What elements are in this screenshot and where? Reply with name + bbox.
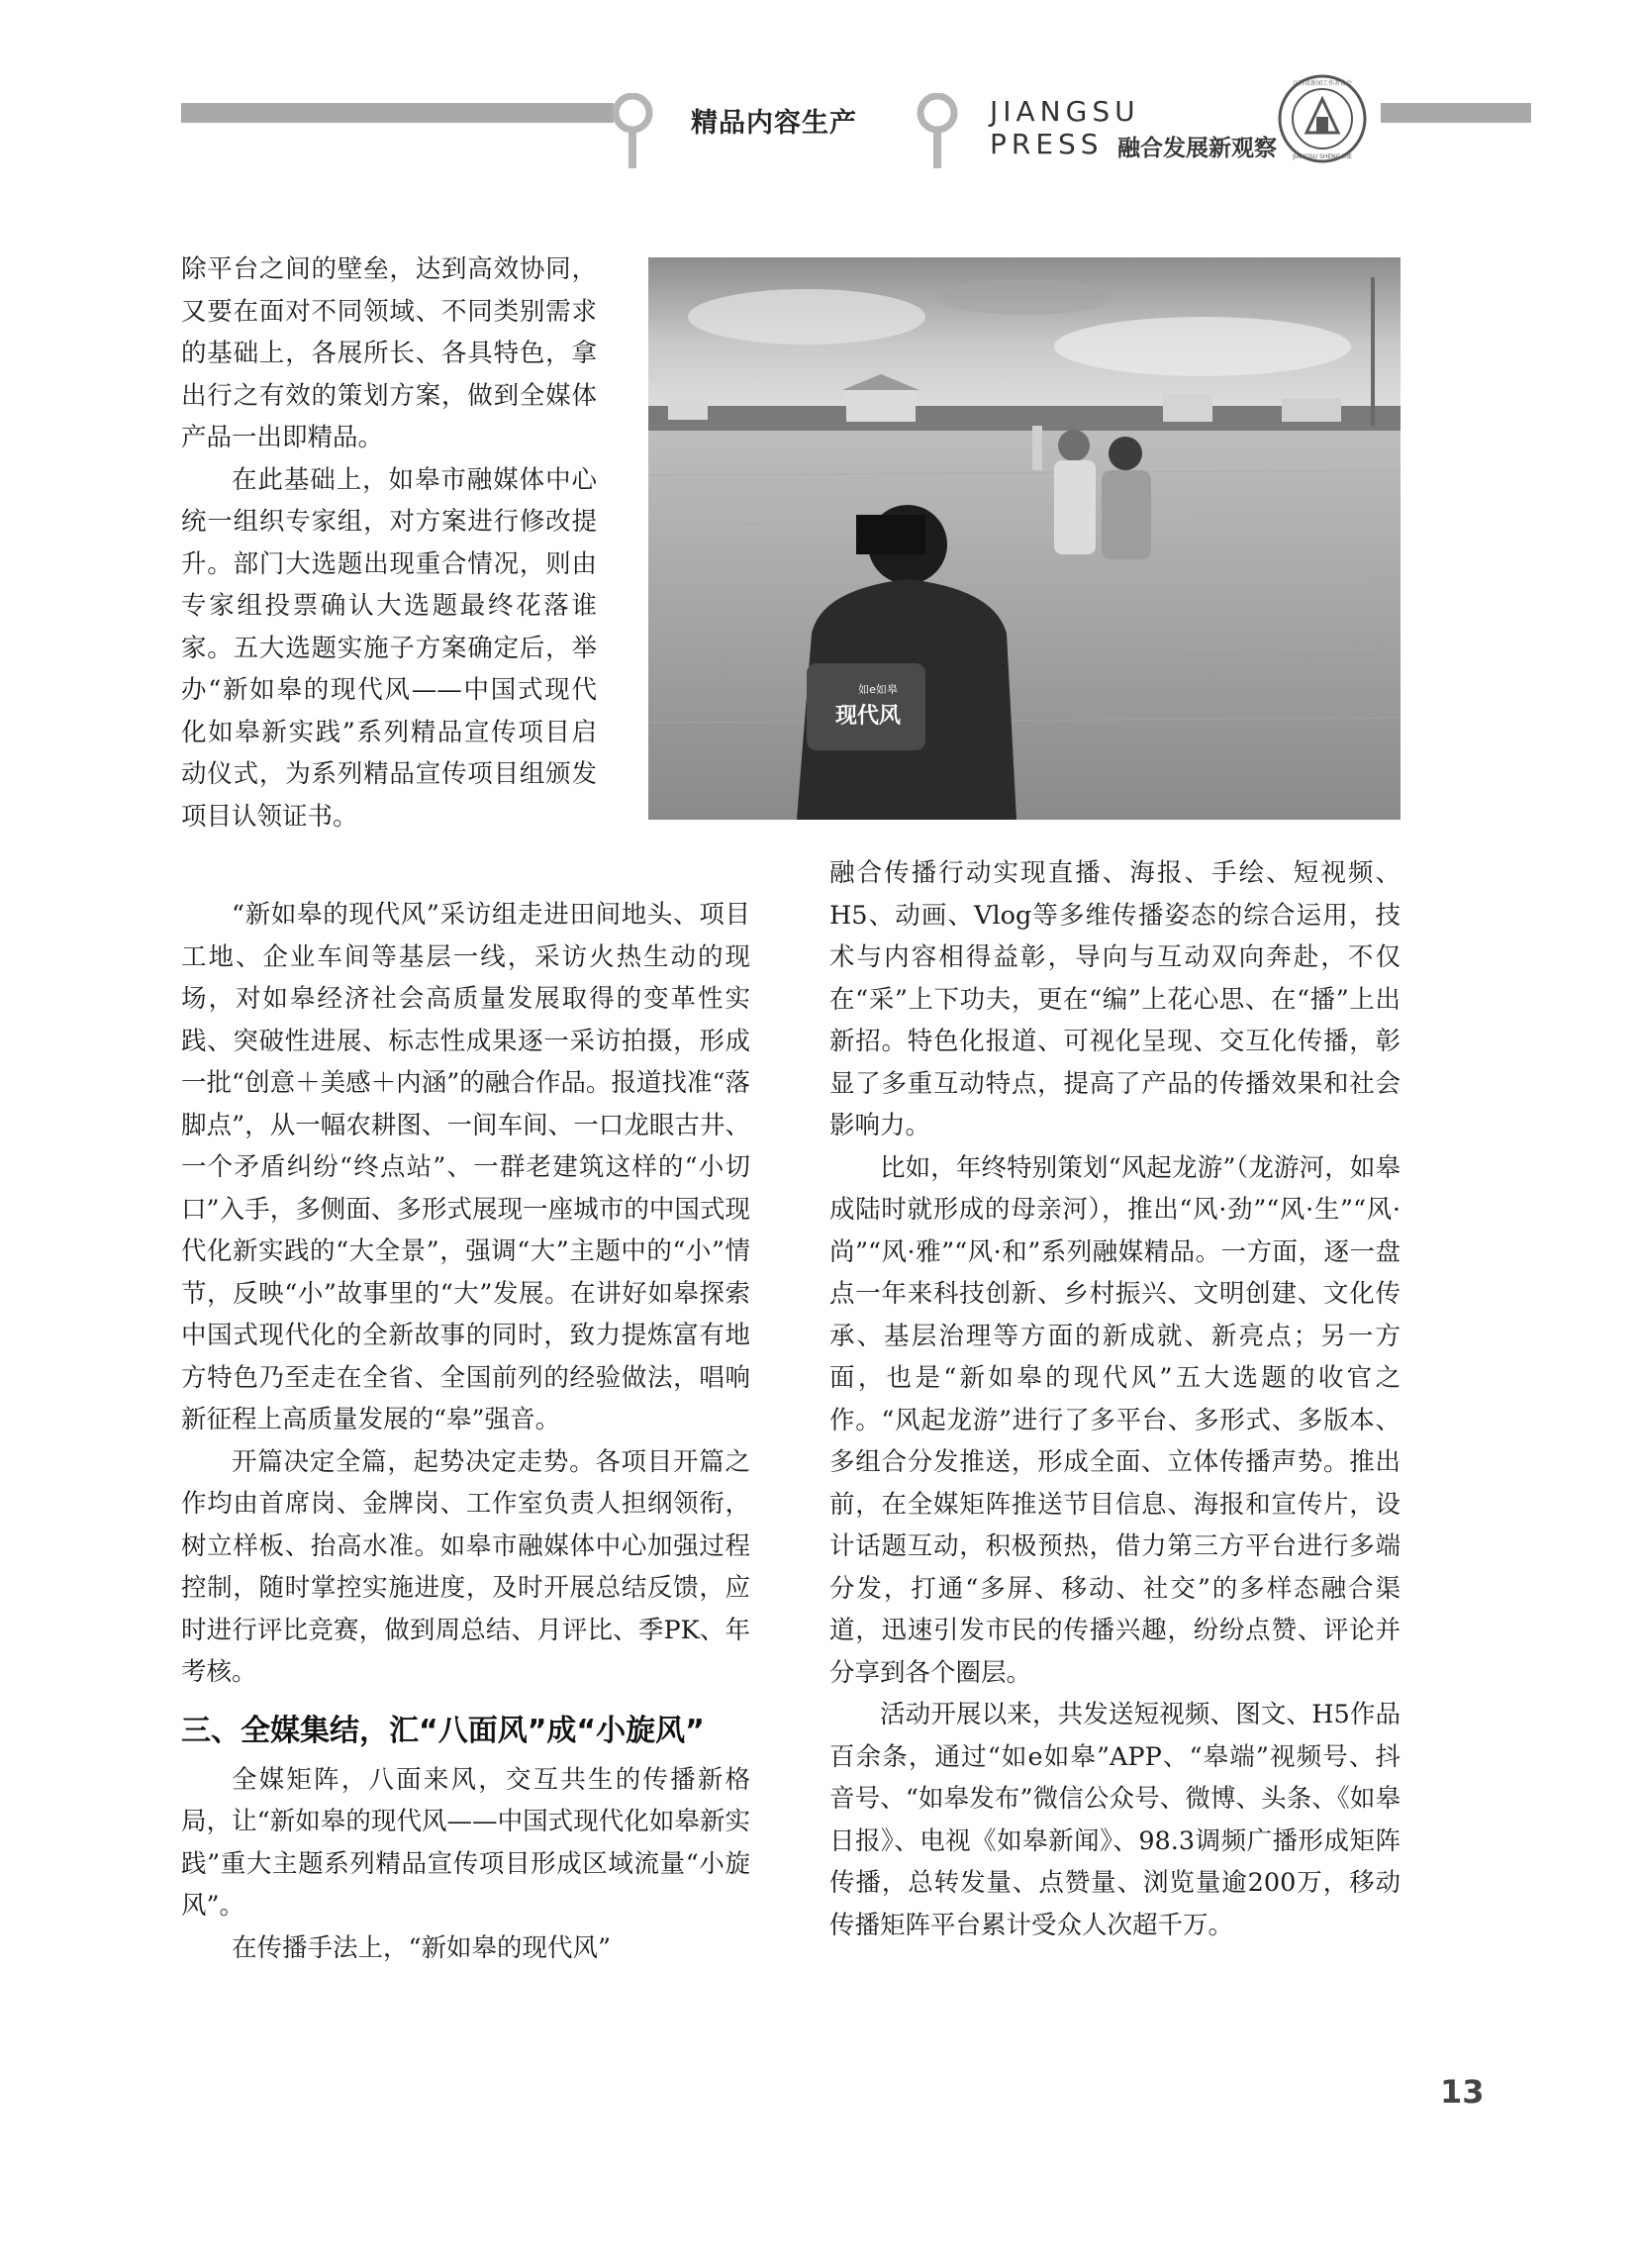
vest-text-1: 如e如皋 [858,683,898,696]
header-bar-right [1381,103,1531,123]
location-pin-icon [611,93,654,170]
wheat-field-interview-photo [648,257,1401,820]
paragraph: 开篇决定全篇，起势决定走势。各项目开篇之作均由首席岗、金牌岗、工作室负责人担纲领衔，树立样板、抬高水准。如皋市融媒体中心加强过程控制，随时掌控实施进度，及时开展总结反馈，应时进行评比竞赛，做到周总结、月评比、季PK、年考核。 [181,1446,750,1687]
paragraph: 比如，年终特别策划“风起龙游”（龙游河，如皋成陆时就形成的母亲河），推出“风·劲”“风·生”“风·尚”“风·雅”“风·和”系列融媒精品。一方面，逐一盘点一年来科技创新、乡村振兴、文明创建、文化传承、基层治理等方面的新成就、新亮点；另一方面，也是“新如皋的现代风”五大选题的收官之作。“风起龙游”进行了多平台、多形式、多版本、多组合分发推送，形成全面、立体传播声势。推出前，在全媒矩阵推送节目信息、海报和宣传片，设计话题互动，积极预热，借力第三方平台进行多端分发，打通“多屏、移动、社交”的多样态融合渠道，迅速引发市民的传播兴趣，纷纷点赞、评论并分享到各个圈层。 [829,1152,1401,1688]
header-bar-left [181,103,614,123]
left-column-top [181,248,597,838]
paragraph: 融合传播行动实现直播、海报、手绘、短视频、H5、动画、Vlog等多维传播姿态的综合运用，技术与内容相得益彰，导向与互动双向奔赴，不仅在“采”上下功夫，更在“编”上花心思、在“播”上出新招。特色化报道、可视化呈现、交互化传播，彰显了多重互动特点，提高了产品的传播效果和社会影响力。 [829,858,1401,1140]
section-heading: 三、全媒集结，汇“八面风”成“小旋风” [181,1713,705,1748]
svg-text:江苏省新闻工作者协会: 江苏省新闻工作者协会 [1292,80,1353,87]
paragraph: 在此基础上，如皋市融媒体中心统一组织专家组，对方案进行修改提升。部门大选题出现重合情况，则由专家组投票确认大选题最终花落谁家。五大选题实施子方案确定后，举办“新如皋的现代风——中国式现代化如皋新实践”系列精品宣传项目启动仪式，为系列精品宣传项目组颁发项目认领证书。 [181,464,597,832]
section-title: 精品内容生产 [691,108,857,139]
paragraph: “新如皋的现代风”采访组走进田间地头、项目工地、企业车间等基层一线，采访火热生动的现场，对如皋经济社会高质量发展取得的变革性实践、突破性进展、标志性成果逐一采访拍摄，形成一批“创意＋美感＋内涵”的融合作品。报道找准“落脚点”，从一幅农耕图、一间车间、一口龙眼古井、一个矛盾纠纷“终点站”、一群老建筑这样的“小切口”入手，多侧面、多形式展现一座城市的中国式现代化新实践的“大全景”，强调“大”主题中的“小”情节，反映“小”故事里的“大”发展。在讲好如皋探索中国式现代化的全新故事的同时，致力提炼富有地方特色乃至走在全省、全国前列的经验做法，唱响新征程上高质量发展的“皋”强音。 [181,900,750,1434]
paragraph: 全媒矩阵，八面来风，交互共生的传播新格局，让“新如皋的现代风——中国式现代化如皋新实践”重大主题系列精品宣传项目形成区域流量“小旋风”。 [181,1764,750,1921]
svg-text:JIANGSU SHENG XIE: JIANGSU SHENG XIE [1293,153,1352,160]
location-pin-icon [916,93,959,170]
press-name: JIANGSU PRESS [990,95,1140,160]
paragraph: 在传播手法上，“新如皋的现代风” [232,1932,612,1963]
left-column-bottom [181,894,750,1969]
press-subtitle: 融合发展新观察 [1117,135,1277,161]
page-number: 13 [1440,2073,1485,2111]
right-column [829,852,1401,1946]
association-seal-logo [1277,73,1368,164]
paragraph: 活动开展以来，共发送短视频、图文、H5作品百余条，通过“如e如皋”APP、“皋端”视频号、抖音号、“如皋发布”微信公众号、微博、头条、《如皋日报》、电视《如皋新闻》、98.3调频广播形成矩阵传播，总转发量、点赞量、浏览量逾200万，移动传播矩阵平台累计受众人次超千万。 [829,1700,1401,1940]
vest-text-2: 现代风 [834,704,902,729]
paragraph: 除平台之间的壁垒，达到高效协同，又要在面对不同领域、不同类别需求的基础上，各展所长、各具特色，拿出行之有效的策划方案，做到全媒体产品一出即精品。 [181,254,597,452]
